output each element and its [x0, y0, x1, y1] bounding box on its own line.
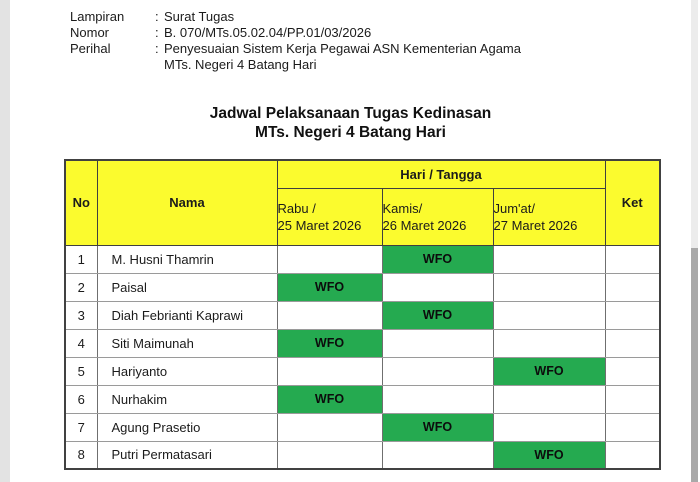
cell-day-jumat — [493, 301, 605, 329]
schedule-row — [65, 245, 660, 273]
cell-day-jumat — [493, 245, 605, 273]
cell-no: 8 — [65, 441, 97, 469]
letter-meta-row — [70, 57, 521, 73]
cell-day-kamis-wfo: WFO — [382, 245, 493, 273]
cell-ket — [605, 441, 660, 469]
cell-day-kamis — [382, 357, 493, 385]
letter-meta-colon: : — [155, 41, 159, 56]
day-date: 25 Maret 2026 — [277, 217, 362, 233]
schedule-row — [65, 273, 660, 301]
letter-meta-row — [70, 41, 521, 57]
header-row-group — [65, 160, 660, 188]
cell-ket — [605, 245, 660, 273]
cell-no: 7 — [65, 413, 97, 441]
cell-nama: Paisal — [97, 273, 277, 301]
cell-nama: Diah Febrianti Kaprawi — [97, 301, 277, 329]
col-header-hari-tangga: Hari / Tangga — [277, 160, 605, 188]
cell-no: 3 — [65, 301, 97, 329]
letter-meta-colon: : — [155, 9, 159, 24]
cell-day-rabu — [277, 357, 382, 385]
document-title — [10, 104, 691, 142]
letter-meta-row — [70, 25, 521, 41]
cell-ket — [605, 357, 660, 385]
schedule-row — [65, 301, 660, 329]
cell-no: 4 — [65, 329, 97, 357]
schedule-row — [65, 329, 660, 357]
cell-ket — [605, 413, 660, 441]
cell-nama: Siti Maimunah — [97, 329, 277, 357]
cell-no: 5 — [65, 357, 97, 385]
letter-meta-value: MTs. Negeri 4 Batang Hari — [164, 57, 317, 72]
letter-meta-label — [70, 57, 155, 73]
cell-day-jumat — [493, 273, 605, 301]
cell-ket — [605, 273, 660, 301]
day-date: 27 Maret 2026 — [493, 217, 578, 233]
cell-day-jumat-wfo: WFO — [493, 357, 605, 385]
letter-meta-label: Nomor — [70, 25, 110, 40]
cell-day-kamis — [382, 329, 493, 357]
day-name: Jum'at/ — [493, 200, 535, 216]
schedule-row — [65, 413, 660, 441]
cell-ket — [605, 301, 660, 329]
col-header-nama: Nama — [97, 160, 277, 245]
cell-day-kamis — [382, 273, 493, 301]
schedule-row — [65, 357, 660, 385]
col-header-kamis — [382, 188, 493, 245]
cell-day-jumat — [493, 329, 605, 357]
letter-meta-colon — [155, 57, 164, 73]
cell-nama: M. Husni Thamrin — [97, 245, 277, 273]
title-line-2: MTs. Negeri 4 Batang Hari — [255, 124, 446, 141]
letter-meta-value: B. 070/MTs.05.02.04/PP.01/03/2026 — [164, 25, 372, 40]
cell-day-kamis — [382, 441, 493, 469]
page-edge-left — [0, 0, 10, 482]
letter-meta-value: Surat Tugas — [164, 9, 235, 24]
day-name: Kamis/ — [382, 200, 423, 216]
cell-nama: Nurhakim — [97, 385, 277, 413]
col-header-no: No — [65, 160, 97, 245]
cell-no: 2 — [65, 273, 97, 301]
cell-day-rabu-wfo: WFO — [277, 385, 382, 413]
cell-day-rabu-wfo: WFO — [277, 273, 382, 301]
cell-day-rabu — [277, 413, 382, 441]
cell-day-kamis-wfo: WFO — [382, 301, 493, 329]
letter-meta-value: Penyesuaian Sistem Kerja Pegawai ASN Kementerian Agama — [164, 41, 521, 56]
cell-ket — [605, 385, 660, 413]
schedule-row — [65, 385, 660, 413]
cell-nama: Agung Prasetio — [97, 413, 277, 441]
day-date: 26 Maret 2026 — [382, 217, 467, 233]
cell-day-kamis — [382, 385, 493, 413]
cell-day-jumat — [493, 413, 605, 441]
letter-meta-colon: : — [155, 25, 159, 40]
scrollbar-thumb[interactable] — [691, 248, 698, 482]
cell-nama: Hariyanto — [97, 357, 277, 385]
cell-day-jumat — [493, 385, 605, 413]
schedule-table — [64, 159, 661, 470]
letter-meta-label: Lampiran — [70, 9, 125, 24]
cell-nama: Putri Permatasari — [97, 441, 277, 469]
title-line-1: Jadwal Pelaksanaan Tugas Kedinasan — [209, 105, 492, 122]
cell-ket — [605, 329, 660, 357]
cell-no: 6 — [65, 385, 97, 413]
letter-meta-label: Perihal — [70, 41, 111, 56]
cell-no: 1 — [65, 245, 97, 273]
scrollbar[interactable] — [691, 0, 698, 482]
cell-day-rabu — [277, 441, 382, 469]
col-header-rabu — [277, 188, 382, 245]
schedule-row — [65, 441, 660, 469]
col-header-jumat — [493, 188, 605, 245]
letter-meta-row — [70, 9, 521, 25]
cell-day-jumat-wfo: WFO — [493, 441, 605, 469]
col-header-ket: Ket — [605, 160, 660, 245]
cell-day-rabu — [277, 301, 382, 329]
cell-day-rabu — [277, 245, 382, 273]
cell-day-kamis-wfo: WFO — [382, 413, 493, 441]
day-name: Rabu / — [277, 200, 316, 216]
cell-day-rabu-wfo: WFO — [277, 329, 382, 357]
letter-meta — [70, 9, 521, 73]
